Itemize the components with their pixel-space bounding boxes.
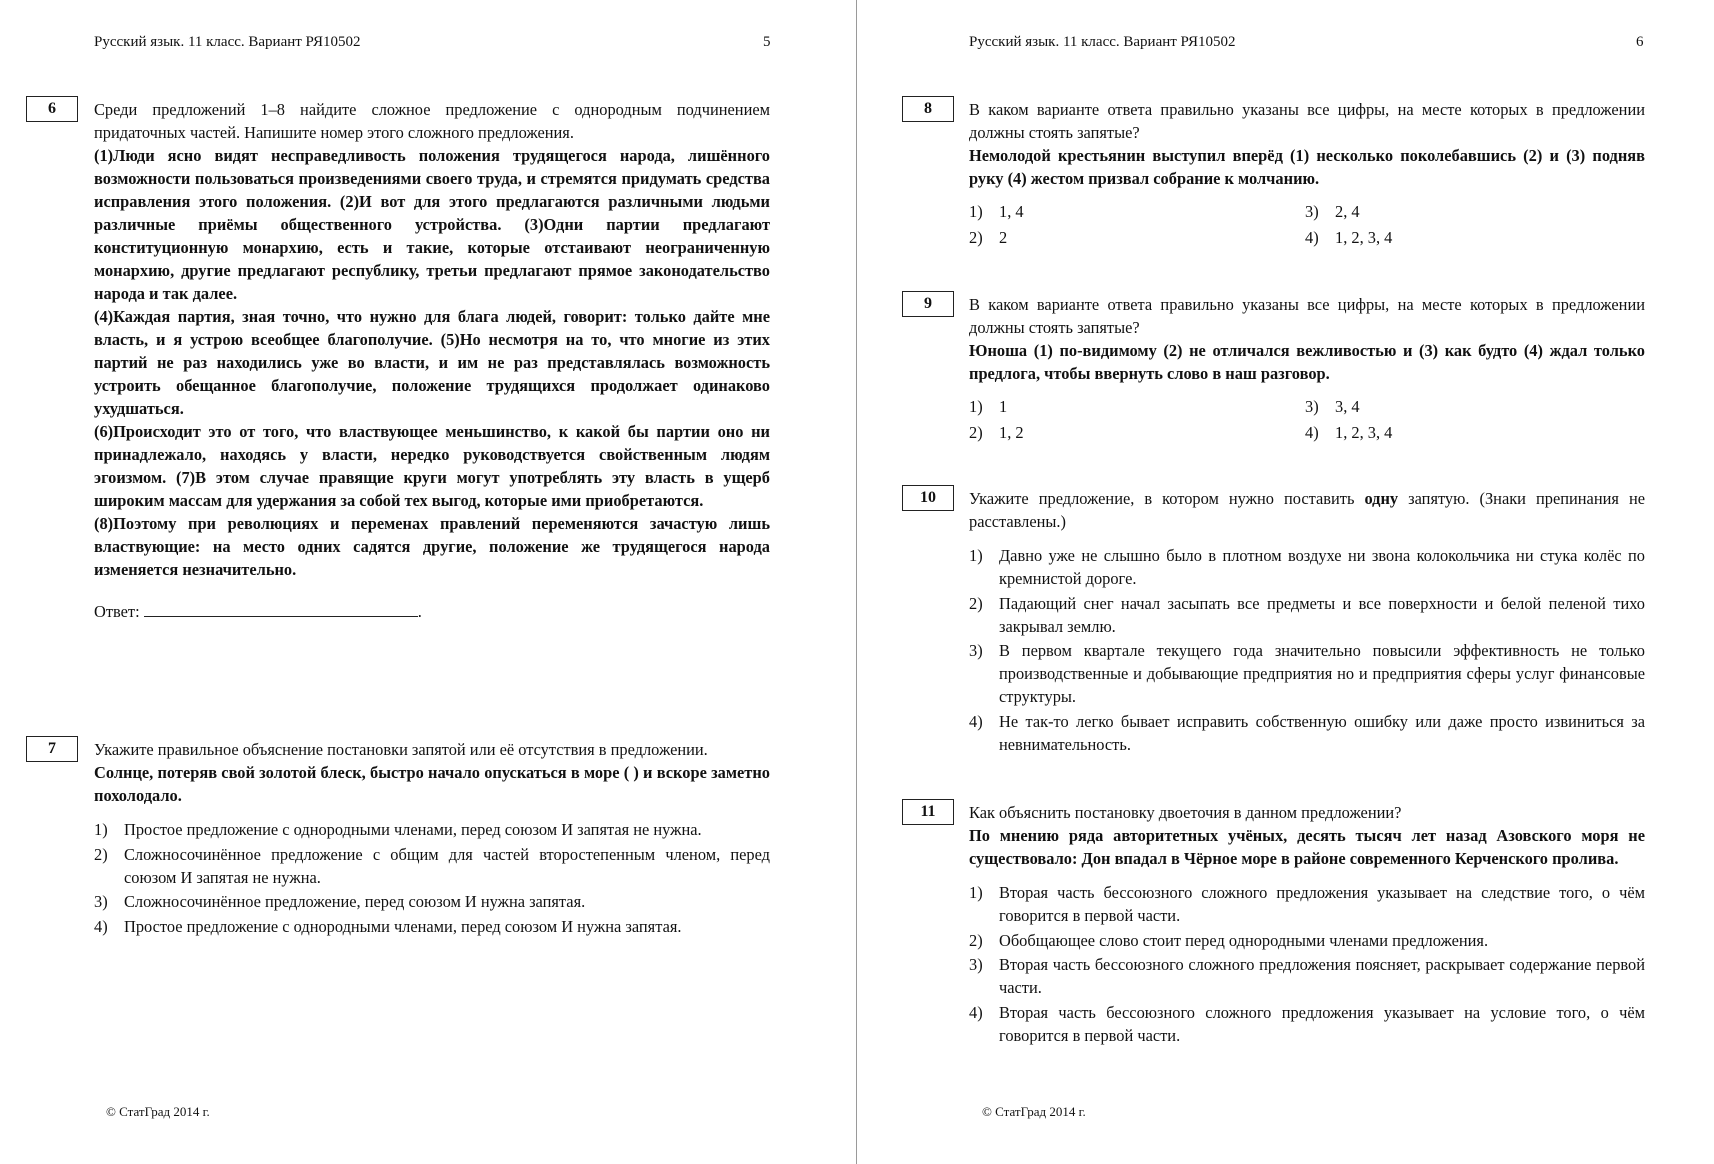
task-sentence: Юноша (1) по-видимому (2) не отличался вежливостью и (3) как будто (4) ждал только предлога, чтобы ввернуть слово в наш разговор. — [969, 341, 1645, 383]
answer-option[interactable] — [969, 544, 1645, 590]
option-number: 3) — [1305, 202, 1319, 221]
option-text: Простое предложение с однородными членами, перед союзом И нужна запятая. — [124, 916, 682, 936]
task-number-6: 6 — [26, 96, 78, 122]
answer-option[interactable] — [969, 710, 1645, 756]
answer-option[interactable] — [94, 843, 770, 889]
option-text: 1 — [999, 397, 1008, 416]
prompt-part: запятую. (Знаки препинания не расставлены.) — [969, 489, 1645, 531]
option-number: 2) — [969, 423, 983, 442]
option-number: 1) — [94, 820, 108, 839]
option-text: Простое предложение с однородными членами, перед союзом И запятая не нужна. — [124, 820, 702, 839]
option-number: 1) — [969, 397, 983, 416]
source-text — [94, 144, 770, 581]
option-text: 2, 4 — [1335, 202, 1360, 221]
option-text: 1, 2 — [999, 423, 1024, 442]
option-number: 1) — [969, 202, 983, 221]
option-text: Падающий снег начал засыпать все предметы и все поверхности и белой пеленой тихо закрывал землю. — [999, 593, 1645, 636]
option-text: 1, 2, 3, 4 — [1335, 228, 1393, 247]
task-9 — [969, 293, 1645, 444]
option-text: 1, 4 — [999, 202, 1024, 221]
answer-options — [94, 818, 770, 938]
option-text: Вторая часть бессоюзного сложного предложения указывает на условие того, о чём говорится в первой части. — [999, 1002, 1645, 1045]
text-paragraph: (6)Происходит это от того, что властвующее меньшинство, к какой бы партии оно ни принадлежало, находясь у власти, нередко руководствуется свойственным людям эгоизмом. (7)В этом случае правящие круги могут употреблять эту власть в ущерб широким массам для удержания за собой тех выгод, которые ими приобретаются. — [94, 422, 770, 510]
page-6 — [857, 0, 1714, 1164]
task-sentence: Немолодой крестьянин выступил вперёд (1) несколько поколебавшись (2) и (3) подняв руку (4) жестом призвал собрание к молчанию. — [969, 146, 1645, 188]
task-prompt: В каком варианте ответа правильно указаны все цифры, на месте которых в предложении должны стоять запятые? — [969, 295, 1645, 337]
task-number-8: 8 — [902, 96, 954, 122]
option-text: Не так-то легко бывает исправить собственную ошибку или даже просто извиниться за невнимательность. — [999, 711, 1645, 754]
task-prompt — [969, 487, 1645, 533]
answer-end: . — [417, 602, 422, 621]
task-7 — [94, 738, 770, 939]
task-prompt: Среди предложений 1–8 найдите сложное предложение с однородным подчинением придаточных частей. Напишите номер этого сложного предложения. — [94, 100, 770, 142]
prompt-part: Укажите предложение, в котором нужно поставить — [969, 489, 1365, 508]
text-paragraph: (1)Люди ясно видят несправедливость положения трудящегося народа, лишённого возможности пользоваться произведениями своего труда, и стремятся придумать средства исправления этого положения. (2)И вот для этого предлагаются различными людьми различные приёмы общественного устройства. (3)Одни партии предлагают конституционную монархию, есть и такие, которые отстаивают неограниченную монархию, другие предлагают республику, третьи предлагают прямое законодательство народа и так далее. — [94, 146, 770, 303]
task-number-9: 9 — [902, 291, 954, 317]
answer-label: Ответ: — [94, 602, 140, 621]
answer-option[interactable] — [1305, 226, 1645, 249]
option-number: 1) — [969, 546, 983, 565]
option-number: 4) — [969, 1002, 983, 1022]
answer-option[interactable] — [94, 915, 770, 938]
option-text: Обобщающее слово стоит перед однородными членами предложения. — [999, 930, 1489, 950]
option-number: 4) — [969, 711, 983, 731]
page-header — [969, 34, 1645, 51]
page-number: 6 — [1636, 34, 1644, 50]
task-sentence: По мнению ряда авторитетных учёных, десять тысяч лет назад Азовского моря не существовало: Дон впадал в Чёрное море в районе современного Керченского пролива. — [969, 826, 1645, 868]
option-number: 2) — [969, 228, 983, 247]
task-prompt: Укажите правильное объяснение постановки запятой или её отсутствия в предложении. — [94, 740, 708, 759]
option-text: В первом квартале текущего года значительно повысили эффективность не только производственные и добывающие предприятия но и предприятия сферы услуг финансовые структуры. — [999, 641, 1645, 706]
answer-option[interactable] — [1305, 421, 1645, 444]
prompt-emphasis: одну — [1364, 489, 1399, 508]
page-footer: © СтатГрад 2014 г. — [106, 1104, 210, 1119]
task-6 — [94, 98, 770, 623]
option-number: 2) — [94, 844, 108, 864]
task-prompt: Как объяснить постановку двоеточия в данном предложении? — [969, 803, 1402, 822]
header-title: Русский язык. 11 класс. Вариант РЯ10502 — [94, 34, 361, 50]
answer-options — [969, 881, 1645, 1047]
task-sentence: Солнце, потеряв свой золотой блеск, быстро начало опускаться в море ( ) и вскоре заметно похолодало. — [94, 763, 770, 805]
page-footer: © СтатГрад 2014 г. — [982, 1104, 1086, 1119]
option-number: 4) — [1305, 228, 1319, 247]
answer-option[interactable] — [969, 395, 1305, 418]
answer-option[interactable] — [969, 200, 1305, 223]
answer-option[interactable] — [969, 592, 1645, 638]
task-number-10: 10 — [902, 485, 954, 511]
option-number: 1) — [969, 883, 983, 902]
option-number: 3) — [969, 955, 983, 974]
option-text: 1, 2, 3, 4 — [1335, 423, 1393, 442]
option-text: Вторая часть бессоюзного сложного предложения поясняет, раскрывает содержание первой части. — [999, 955, 1645, 997]
answer-option[interactable] — [969, 953, 1645, 999]
task-prompt: В каком варианте ответа правильно указаны все цифры, на месте которых в предложении должны стоять запятые? — [969, 100, 1645, 142]
text-paragraph: (8)Поэтому при революциях и переменах правлений переменяются зачастую лишь властвующие: на место одних садятся другие, положение же трудящегося народа изменяется незначительно. — [94, 514, 770, 579]
task-number-7: 7 — [26, 736, 78, 762]
option-number: 4) — [1305, 423, 1319, 442]
option-text: 3, 4 — [1335, 397, 1360, 416]
task-10 — [969, 487, 1645, 757]
option-text: 2 — [999, 228, 1008, 247]
option-text: Вторая часть бессоюзного сложного предложения указывает на следствие того, о чём говорится в первой части. — [999, 883, 1645, 925]
answer-option[interactable] — [969, 639, 1645, 708]
page-number: 5 — [763, 34, 771, 50]
option-number: 2) — [969, 593, 983, 613]
answer-option[interactable] — [94, 818, 770, 841]
answer-options — [969, 544, 1645, 756]
answer-option[interactable] — [1305, 200, 1645, 223]
task-number-11: 11 — [902, 799, 954, 825]
page-header — [94, 34, 770, 51]
answer-option[interactable] — [969, 226, 1305, 249]
option-text: Сложносочинённое предложение, перед союзом И нужна запятая. — [124, 892, 586, 911]
answer-option[interactable] — [969, 421, 1305, 444]
option-text: Сложносочинённое предложение с общим для частей второстепенным членом, перед союзом И запятая не нужна. — [124, 844, 770, 887]
answer-field — [94, 598, 770, 623]
task-8 — [969, 98, 1645, 249]
answer-option[interactable] — [969, 929, 1645, 952]
answer-options — [969, 200, 1645, 249]
option-number: 2) — [969, 930, 983, 950]
option-number: 3) — [1305, 397, 1319, 416]
answer-option[interactable] — [94, 890, 770, 913]
answer-line[interactable] — [144, 598, 418, 617]
answer-option[interactable] — [969, 1001, 1645, 1047]
option-text: Давно уже не слышно было в плотном воздухе ни звона колокольчика ни стука колёс по кремнистой дороге. — [999, 546, 1645, 588]
header-title: Русский язык. 11 класс. Вариант РЯ10502 — [969, 34, 1236, 50]
option-number: 3) — [94, 892, 108, 911]
task-11 — [969, 801, 1645, 1048]
text-paragraph: (4)Каждая партия, зная точно, что нужно для блага людей, говорит: только дайте мне власть, и я устрою всеобщее благополучие. (5)Но несмотря на то, что многие из этих партий не раз находились уже во власти, и им не раз представлялась возможность устроить обещанное благополучие, положение трудящихся продолжает одинаково ухудшаться. — [94, 307, 770, 418]
answer-options — [969, 395, 1645, 444]
option-number: 3) — [969, 641, 983, 660]
option-number: 4) — [94, 916, 108, 936]
answer-option[interactable] — [1305, 395, 1645, 418]
answer-option[interactable] — [969, 881, 1645, 927]
